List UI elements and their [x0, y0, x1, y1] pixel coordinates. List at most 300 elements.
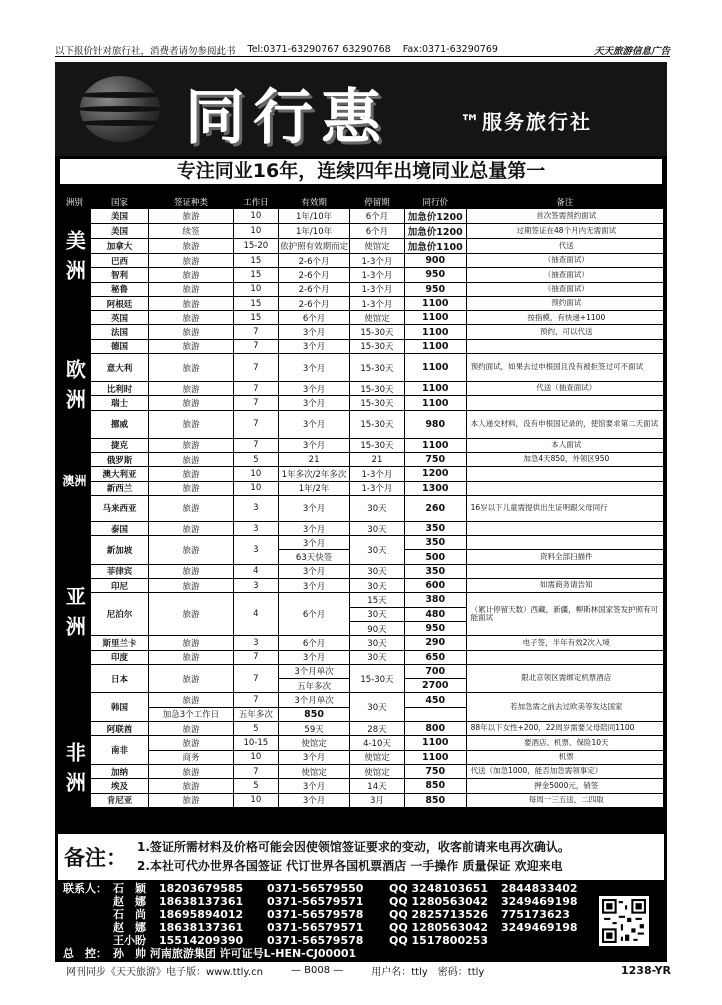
stay-cell: 1-3个月: [350, 282, 405, 296]
remarks: [58, 834, 664, 880]
validity-cell: 1年多次/2年多次: [279, 467, 350, 481]
note-cell: 代送: [466, 239, 663, 254]
stay-cell: 4-10天: [350, 736, 405, 750]
validity-cell: 6个月: [279, 593, 350, 636]
stay-cell: 21: [350, 452, 405, 466]
validity-cell: 3个月: [279, 536, 350, 550]
validity-cell: 依护照有效期而定: [279, 239, 350, 254]
validity-cell: 3个月: [279, 325, 350, 339]
contact-row: [63, 908, 593, 921]
price-cell: 290: [404, 636, 466, 650]
price-cell: 1100: [404, 736, 466, 750]
footer-sync[interactable]: 网刊同步《天天旅游》电子版：www.ttly.cn: [66, 966, 263, 978]
stay-cell: 使馆定: [350, 750, 405, 764]
work-days-cell: 10-15: [233, 736, 278, 750]
contact-row: [63, 934, 593, 947]
work-days-cell: 3: [233, 521, 278, 535]
note-cell: 本人面试: [466, 438, 663, 452]
note-cell: 要酒店、机票、保险10天: [466, 736, 663, 750]
validity-cell: 3个月: [279, 779, 350, 793]
country-cell: 巴西: [90, 254, 149, 268]
country-cell: 加拿大: [90, 239, 149, 254]
visa-type-cell: 旅游: [149, 325, 233, 339]
contact-name: 石 尚: [113, 908, 146, 921]
contact-row: [63, 882, 593, 895]
table-row: [59, 579, 664, 593]
work-days-cell: 10: [233, 224, 278, 239]
contact-mobile[interactable]: 18203679585: [159, 882, 244, 895]
price-cell: 加急价1100: [404, 239, 466, 254]
note-cell: 88年以下女性+200，22周岁需要父母陪同1100: [466, 722, 663, 736]
visa-type-cell: 旅游: [149, 209, 233, 224]
contact-row: [63, 921, 593, 934]
price-cell: 450: [404, 693, 466, 707]
work-days-cell: 3: [233, 579, 278, 593]
country-cell: 菲律宾: [90, 564, 149, 578]
price-cell: 1100: [404, 325, 466, 339]
note-cell: [466, 339, 663, 353]
price-cell: 加急价1200: [404, 224, 466, 239]
visa-type-cell: 旅游: [149, 736, 233, 750]
visa-type-cell: 旅游: [149, 764, 233, 778]
validity-cell: 2-6个月: [279, 254, 350, 268]
stay-cell: 15-30天: [350, 664, 405, 693]
table-row: [59, 467, 664, 481]
stay-cell: 使馆定: [350, 764, 405, 778]
validity-cell: 59天: [279, 722, 350, 736]
note-cell: 押金5000元，销签: [466, 779, 663, 793]
note-cell: [466, 521, 663, 535]
stay-cell: 使馆定: [350, 239, 405, 254]
stay-cell: 30天: [350, 579, 405, 593]
price-cell: 1300: [404, 481, 466, 495]
contact-tel[interactable]: 0371-56579571: [267, 921, 364, 934]
price-cell: 980: [404, 410, 466, 438]
ad-sheet: [55, 62, 667, 962]
validity-cell: 6个月: [279, 636, 350, 650]
note-cell: （抽查面试）: [466, 254, 663, 268]
visa-type-cell: 旅游: [149, 254, 233, 268]
column-header: 同行价: [404, 196, 466, 209]
work-days-cell: 加急3个工作日: [149, 707, 233, 721]
work-days-cell: 7: [233, 650, 278, 664]
visa-type-cell: 旅游: [149, 636, 233, 650]
price-cell: 1100: [404, 438, 466, 452]
price-cell: 1100: [404, 750, 466, 764]
note-cell: 过期签证在48个月内无需面试: [466, 224, 663, 239]
contact-block: [63, 882, 593, 960]
contact-qq[interactable]: QQ 2825713526: [389, 908, 489, 921]
country-cell: 阿联酋: [90, 722, 149, 736]
work-days-cell: 3: [233, 636, 278, 650]
work-days-cell: 15: [233, 268, 278, 282]
visa-type-cell: 旅游: [149, 722, 233, 736]
visa-type-cell: 旅游: [149, 354, 233, 382]
country-cell: 阿根廷: [90, 296, 149, 310]
country-cell: 意大利: [90, 354, 149, 382]
contact-row: [63, 895, 593, 908]
visa-type-cell: 旅游: [149, 779, 233, 793]
validity-cell: 3个月: [279, 579, 350, 593]
contact-label: [63, 895, 113, 908]
country-cell: 印尼: [90, 579, 149, 593]
qr-icon: [602, 899, 646, 943]
contact-mobile[interactable]: 18695894012: [159, 908, 244, 921]
visa-type-cell: 旅游: [149, 296, 233, 310]
price-cell: 1100: [404, 354, 466, 382]
validity-cell: 3个月: [279, 410, 350, 438]
validity-cell: 3个月单次: [279, 693, 350, 707]
table-row: [59, 382, 664, 396]
notice: 以下报价针对旅行社，消费者请勿参阅此书: [55, 45, 236, 57]
note-cell: 限北京领区需绑定机票酒店: [466, 664, 663, 693]
stay-cell: 30天: [350, 650, 405, 664]
note-cell: 预约，可以代送: [466, 325, 663, 339]
work-days-cell: 15: [233, 311, 278, 325]
work-days-cell: 5: [233, 779, 278, 793]
contact-tel[interactable]: 0371-56579578: [267, 934, 364, 947]
validity-cell: 21: [279, 452, 350, 466]
visa-type-cell: 旅游: [149, 536, 233, 565]
phone: Tel:0371-63290767 63290768: [247, 44, 391, 55]
note-cell: 代送（抽查面试）: [466, 382, 663, 396]
work-days-cell: 10: [233, 750, 278, 764]
work-days-cell: 5: [233, 722, 278, 736]
stay-cell: 30天: [350, 536, 405, 565]
contact-label: [63, 934, 113, 947]
country-cell: 挪威: [90, 410, 149, 438]
table-row: [59, 296, 664, 310]
ad-tag: 天天旅游信息广告: [593, 45, 670, 57]
country-cell: 俄罗斯: [90, 452, 149, 466]
work-days-cell: 4: [233, 564, 278, 578]
stay-cell: 30天: [350, 564, 405, 578]
table-row: [59, 339, 664, 353]
note-cell: 如需商务请告知: [466, 579, 663, 593]
validity-cell: 五年多次: [233, 707, 278, 721]
column-header: 停留期: [350, 196, 405, 209]
price-cell: 260: [404, 495, 466, 521]
country-cell: 澳大利亚: [90, 467, 149, 481]
work-days-cell: 3: [233, 536, 278, 565]
note-cell: [466, 396, 663, 410]
country-cell: 美国: [90, 224, 149, 239]
visa-type-cell: 旅游: [149, 339, 233, 353]
price-cell: 1200: [404, 467, 466, 481]
note-cell: 按指模，有快递+1100: [466, 311, 663, 325]
note-cell: [466, 564, 663, 578]
contact-label: [63, 908, 113, 921]
work-days-cell: 15: [233, 296, 278, 310]
contact-tel[interactable]: 0371-56579550: [267, 882, 364, 895]
validity-cell: 63天快签: [279, 550, 350, 564]
country-cell: 德国: [90, 339, 149, 353]
validity-cell: 3个月: [279, 438, 350, 452]
work-days-cell: 7: [233, 339, 278, 353]
price-cell: 750: [404, 764, 466, 778]
contact-mobile[interactable]: 18638137361: [159, 921, 244, 934]
table-row: [59, 593, 664, 607]
validity-cell: 3个月: [279, 382, 350, 396]
contact-qq[interactable]: QQ 1280563042: [389, 895, 489, 908]
contact-qq2[interactable]: 3249469198: [501, 895, 578, 908]
table-row: [59, 452, 664, 466]
validity-cell: 使馆定: [279, 764, 350, 778]
price-cell: 600: [404, 579, 466, 593]
work-days-cell: 10: [233, 467, 278, 481]
contact-qq[interactable]: QQ 1280563042: [389, 921, 489, 934]
note-cell: 首次签需预约面试: [466, 209, 663, 224]
table-row: [59, 793, 664, 807]
stay-cell: 30天: [350, 693, 405, 722]
visa-type-cell: 旅游: [149, 521, 233, 535]
table-row: [59, 268, 664, 282]
table-row: [59, 736, 664, 750]
control-label: 总 控：: [63, 947, 107, 960]
table-row: [59, 722, 664, 736]
logo-globe-icon: [80, 76, 160, 142]
table-row: [59, 764, 664, 778]
visa-type-cell: 旅游: [149, 793, 233, 807]
note-cell: 预约面试，如果去过申根国且没有被拒签过可不面试: [466, 354, 663, 382]
contact-mobile[interactable]: 15514209390: [159, 934, 244, 947]
visa-type-cell: 旅游: [149, 438, 233, 452]
price-cell: 350: [404, 564, 466, 578]
price-cell: 850: [404, 779, 466, 793]
work-days-cell: 10: [233, 209, 278, 224]
contact-qq2[interactable]: [501, 934, 591, 947]
table-row: [59, 325, 664, 339]
visa-type-cell: 旅游: [149, 382, 233, 396]
stay-cell: 15-30天: [350, 339, 405, 353]
table-row: [59, 410, 664, 438]
contact-label: [63, 921, 113, 934]
brand-subtitle: ™服务旅行社: [460, 110, 592, 134]
validity-cell: 3个月: [279, 750, 350, 764]
validity-cell: 3个月: [279, 354, 350, 382]
work-days-cell: 15-20: [233, 239, 278, 254]
contact-tel[interactable]: 0371-56579578: [267, 908, 364, 921]
price-cell: 650: [404, 650, 466, 664]
validity-cell: 3个月: [279, 564, 350, 578]
stay-cell: 1-3个月: [350, 268, 405, 282]
visa-type-cell: 旅游: [149, 650, 233, 664]
stay-cell: 14天: [350, 779, 405, 793]
validity-cell: 3个月: [279, 521, 350, 535]
price-cell: 480: [404, 607, 466, 621]
stay-cell: 15-30天: [350, 396, 405, 410]
contact-qq2[interactable]: 3249469198: [501, 921, 578, 934]
stay-cell: 90天: [350, 621, 405, 635]
column-header: 备注: [466, 196, 663, 209]
note-cell: （累计停留天数）西藏，新疆，柳斯林国家签发护照有可能面试: [466, 593, 663, 636]
contact-qq2[interactable]: 2844833402: [501, 882, 578, 895]
table-row: [59, 438, 664, 452]
remark-label: 备注：: [64, 846, 127, 870]
contact-mobile[interactable]: 18638137361: [159, 895, 244, 908]
contact-name: 赵 娜: [113, 921, 146, 934]
visa-type-cell: 旅游: [149, 268, 233, 282]
work-days-cell: 5: [233, 452, 278, 466]
table-body: [59, 209, 664, 808]
note-cell: 加急4天850，外领区950: [466, 452, 663, 466]
note-cell: 本人递交材料，没有申根国记录的，使馆要求第二天面试: [466, 410, 663, 438]
work-days-cell: 7: [233, 325, 278, 339]
contact-name: 王小盼: [113, 934, 146, 947]
stay-cell: 28天: [350, 722, 405, 736]
visa-type-cell: 旅游: [149, 693, 233, 707]
qr-code[interactable]: [599, 896, 649, 946]
stay-cell: 6个月: [350, 224, 405, 239]
fax: Fax:0371-63290769: [402, 44, 498, 55]
country-cell: 智利: [90, 268, 149, 282]
table-row: [59, 354, 664, 382]
note-cell: 预约面试: [466, 296, 663, 310]
work-days-cell: 7: [233, 664, 278, 693]
stay-cell: 1-3个月: [350, 254, 405, 268]
stay-cell: 15-30天: [350, 382, 405, 396]
note-cell: [466, 536, 663, 550]
validity-cell: 3个月: [279, 495, 350, 521]
visa-type-cell: 旅游: [149, 664, 233, 693]
country-cell: 瑞士: [90, 396, 149, 410]
table-row: [59, 239, 664, 254]
country-cell: 秘鲁: [90, 282, 149, 296]
footer-code: 1238-YR: [621, 963, 671, 977]
stay-cell: 30天: [350, 636, 405, 650]
visa-price-table: [58, 195, 664, 808]
note-cell: 资料全部扫描件: [466, 550, 663, 564]
validity-cell: 3个月: [279, 650, 350, 664]
validity-cell: 3个月: [279, 793, 350, 807]
note-cell: [466, 467, 663, 481]
contact-name: 石 颖: [113, 882, 146, 895]
banner: [55, 62, 667, 182]
control-row: [63, 947, 593, 960]
note-cell: 每周一三五送，二四取: [466, 793, 663, 807]
visa-type-cell: 旅游: [149, 593, 233, 636]
country-cell: 印度: [90, 650, 149, 664]
table-row: [59, 693, 664, 707]
visa-type-cell: 旅游: [149, 239, 233, 254]
slogan: 专注同业16年，连续四年出境同业总量第一: [60, 159, 662, 184]
work-days-cell: 7: [233, 354, 278, 382]
price-cell: 1100: [404, 382, 466, 396]
price-cell: 350: [404, 521, 466, 535]
table-row: [59, 311, 664, 325]
table-row: [59, 209, 664, 224]
stay-cell: 15-30天: [350, 325, 405, 339]
stay-cell: 1-3个月: [350, 296, 405, 310]
validity-cell: 6个月: [279, 311, 350, 325]
note-cell: 若加急需之前去过欧美等发达国家: [466, 693, 663, 722]
stay-cell: 3月: [350, 793, 405, 807]
stay-cell: 1-3个月: [350, 467, 405, 481]
note-cell: 16岁以下儿童需提供出生证明跟父母同行: [466, 495, 663, 521]
note-cell: [466, 481, 663, 495]
country-cell: 斯里兰卡: [90, 636, 149, 650]
visa-type-cell: 旅游: [149, 452, 233, 466]
stay-cell: 15-30天: [350, 410, 405, 438]
country-cell: 法国: [90, 325, 149, 339]
note-cell: [466, 650, 663, 664]
column-header: 国家: [90, 196, 149, 209]
note-cell: （抽查面试）: [466, 268, 663, 282]
table-row: [59, 536, 664, 550]
price-cell: 1100: [404, 296, 466, 310]
price-cell: 700: [404, 664, 466, 678]
work-days-cell: 7: [233, 382, 278, 396]
control-info: 孙 帅 河南旅游集团 许可证号L-HEN-CJ00001: [113, 947, 357, 960]
price-cell: 950: [404, 282, 466, 296]
country-cell: 新西兰: [90, 481, 149, 495]
note-cell: 代送（加急1000，能否加急需领事定）: [466, 764, 663, 778]
price-cell: 850: [404, 793, 466, 807]
column-header: 工作日: [233, 196, 278, 209]
work-days-cell: 7: [233, 438, 278, 452]
price-cell: 1100: [404, 311, 466, 325]
column-header: 有效期: [279, 196, 350, 209]
stay-cell: 15-30天: [350, 354, 405, 382]
continent-america: 美洲: [59, 209, 91, 311]
table-row: [59, 521, 664, 535]
visa-type-cell: 旅游: [149, 481, 233, 495]
price-cell: 800: [404, 722, 466, 736]
contact-qq2[interactable]: 775173623: [501, 908, 570, 921]
country-cell: 英国: [90, 311, 149, 325]
table-row: [59, 750, 664, 764]
table-row: [59, 664, 664, 678]
country-cell: 尼泊尔: [90, 593, 149, 636]
table-row: [59, 396, 664, 410]
table-row: [59, 254, 664, 268]
contact-qq[interactable]: QQ 3248103651: [389, 882, 489, 895]
column-header: 签证种类: [149, 196, 233, 209]
table-row: [59, 282, 664, 296]
price-cell: 950: [404, 621, 466, 635]
work-days-cell: 15: [233, 254, 278, 268]
footer: [66, 962, 671, 978]
brand-name: 同行惠: [185, 83, 389, 153]
country-cell: 韩国: [90, 693, 149, 722]
validity-cell: 3个月单次: [279, 664, 350, 678]
visa-type-cell: 旅游: [149, 311, 233, 325]
work-days-cell: 3: [233, 495, 278, 521]
price-cell: 1100: [404, 339, 466, 353]
table-row: [59, 224, 664, 239]
remark-line-2: 2.本社可代办世界各国签证 代订世界各国机票酒店 一手操作 质量保证 欢迎来电: [137, 859, 563, 873]
contact-tel[interactable]: 0371-56579571: [267, 895, 364, 908]
table-row: [59, 650, 664, 664]
price-cell: 950: [404, 268, 466, 282]
table-row: [59, 564, 664, 578]
visa-type-cell: 旅游: [149, 282, 233, 296]
footer-page: — B008 —: [290, 964, 344, 976]
table-header: [59, 196, 664, 209]
country-cell: 日本: [90, 664, 149, 693]
price-cell: 1100: [404, 396, 466, 410]
stay-cell: 30天: [350, 495, 405, 521]
visa-type-cell: 旅游: [149, 467, 233, 481]
price-cell: 850: [279, 707, 350, 721]
country-cell: 南非: [90, 736, 149, 765]
work-days-cell: 7: [233, 410, 278, 438]
contact-qq[interactable]: QQ 1517800253: [389, 934, 489, 947]
price-cell: 加急价1200: [404, 209, 466, 224]
note-cell: （抽查面试）: [466, 282, 663, 296]
country-cell: 捷克: [90, 438, 149, 452]
validity-cell: 1年/2年: [279, 481, 350, 495]
